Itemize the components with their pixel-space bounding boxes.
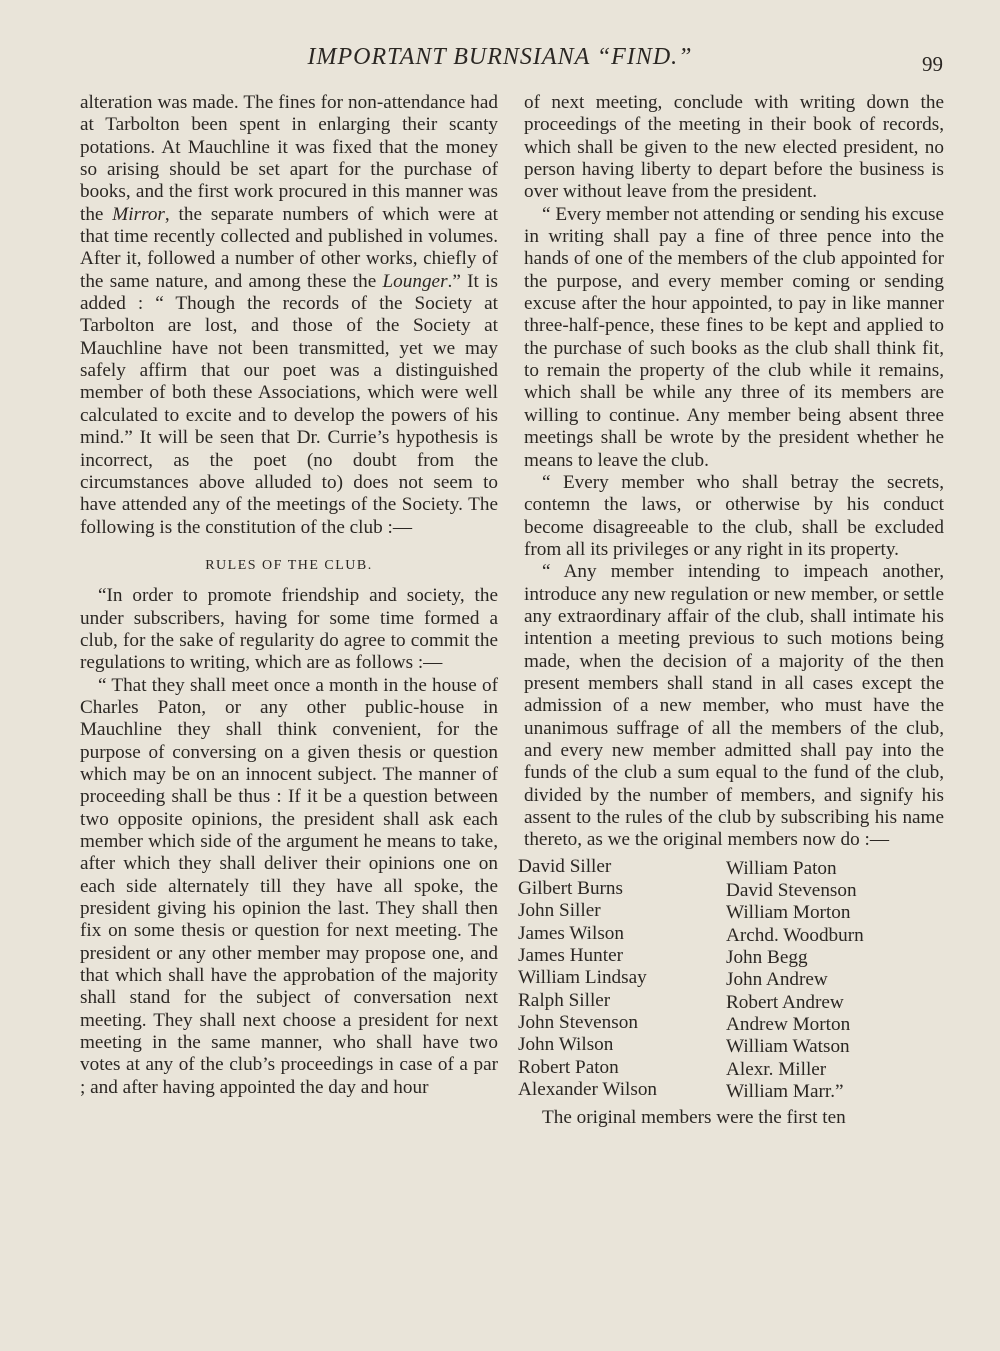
member-name: William Watson (726, 1036, 850, 1058)
member-list-right (726, 856, 864, 1104)
member-list-left (518, 856, 726, 1104)
right-column (518, 92, 944, 1130)
right-paragraph-3: “ Every member who shall betray the secrets, contemn the laws, or otherwise by his conduct become disagreeable to the club, shall be excluded from all its privileges or any right in its property. (524, 471, 944, 560)
member-name: Robert Paton (518, 1056, 619, 1078)
member-name: William Paton (726, 857, 837, 879)
member-name: Gilbert Burns (518, 878, 623, 900)
left-paragraph-1: alteration was made. The fines for non-attendance had at Tarbolton been spent in enlarging their scanty potations. At Mauchline it was fixed that the money so arising should be set apart for the purchase of books, and the first work procured in this manner was the Mirror, the separate numbers of which were at that time recently collected and published in volumes. After it, followed a number of other works, chiefly of the same nature, and among these the Lounger.” It is added : “ Though the records of the Society at Tarbolton are lost, and those of the Society at Mauchline have not been transmitted, yet we may safely affirm that our poet was a distinguished member of both these Associations, which were well calculated to excite and to develop the powers of his mind.” It will be seen that Dr. Currie’s hypothesis is incorrect, as the poet (no doubt from the circumstances above alluded to) does not seem to have attended any of the meetings of the Society. The following is the constitution of the club :— (80, 92, 498, 538)
page-number: 99 (922, 52, 943, 76)
member-name: Ralph Siller (518, 989, 611, 1011)
left-paragraph-3: “ That they shall meet once a month in the house of Charles Paton, or any other public-house in Mauchline they shall think convenient, for the purpose of conversing on a given thesis or question which may be on an innocent subject. The manner of proceeding shall be thus : If it be a question between two opposite opinions, the president shall ask each member which side of the argument he means to take, after which they shall deliver their opinions one on each side alternately till they have all spoke, the president giving his opinion the last. They shall then fix on some thesis or question for next meeting. The president or any other member may propose one, and that which shall have the approbation of the majority shall stand for the subject of conversation next meeting. They shall next choose a president for next meeting in the same manner, who shall have two votes at any of the club’s proceedings in case of a par ; and after having appointed the day and hour (80, 674, 498, 1098)
member-name: James Wilson (518, 922, 624, 944)
member-name: David Siller (518, 855, 612, 877)
member-name: John Siller (518, 900, 601, 922)
member-name: John Wilson (518, 1034, 614, 1056)
running-title: IMPORTANT BURNSIANA “FIND.” (307, 44, 693, 70)
member-list (518, 855, 944, 1104)
member-name: Robert Andrew (726, 991, 844, 1013)
left-column (80, 92, 498, 1099)
left-paragraph-2: “In order to promote friendship and society, the under subscribers, having for some time formed a club, for the sake of regularity do agree to commit the regulations to writing, which are as follows :— (80, 585, 498, 674)
closing-line: The original members were the first ten (542, 1107, 846, 1129)
member-name: Andrew Morton (726, 1014, 851, 1036)
rules-heading: RULES OF THE CLUB. (205, 557, 373, 573)
member-name: David Stevenson (726, 880, 857, 902)
lounger-title: Lounger (382, 270, 448, 292)
mirror-title: Mirror (112, 203, 165, 225)
member-name: John Begg (726, 947, 808, 969)
right-paragraph-1: of next meeting, conclude with writing down the proceedings of the meeting in their book of records, which shall be given to the new elected president, no person having liberty to depart before the business is over without leave from the president. (524, 92, 944, 203)
right-paragraph-2: “ Every member not attending or sending his excuse in writing shall pay a fine of three pence into the hands of one of the members of the club appointed for the purpose, and every member coming or sending excuse after the hour appointed, to pay in like manner three-half-pence, these fines to be kept and applied to the purchase of such books as the club shall think fit, to remain the property of the club while it remains, which shall be while any three of its members are willing to continue. Any member being absent three meetings shall be wrote by the president whether he means to leave the club. (524, 203, 944, 471)
member-name: Archd. Woodburn (726, 924, 864, 946)
member-name: William Lindsay (518, 967, 647, 989)
member-name: William Marr.” (726, 1081, 844, 1103)
right-paragraph-4: “ Any member intending to impeach another, introduce any new regulation or new member, or settle any extraordinary affair of the club, shall intimate his intention a meeting previous to such motions being made, when the decision of a majority of the then present members shall stand in all cases except the admission of a new member, who must have the unanimous suffrage of all the members of the club, and every new member admitted shall pay into the funds of the club a sum equal to the fund of the club, divided by the number of members, and signify his assent to the rules of the club by subscribing his name thereto, as we the original members now do :— (524, 561, 944, 851)
member-name: William Morton (726, 902, 851, 924)
member-name: Alexr. Miller (726, 1058, 827, 1080)
member-name: James Hunter (518, 945, 623, 967)
member-name: John Andrew (726, 969, 828, 991)
member-name: John Stevenson (518, 1012, 638, 1034)
member-name: Alexander Wilson (518, 1079, 658, 1101)
